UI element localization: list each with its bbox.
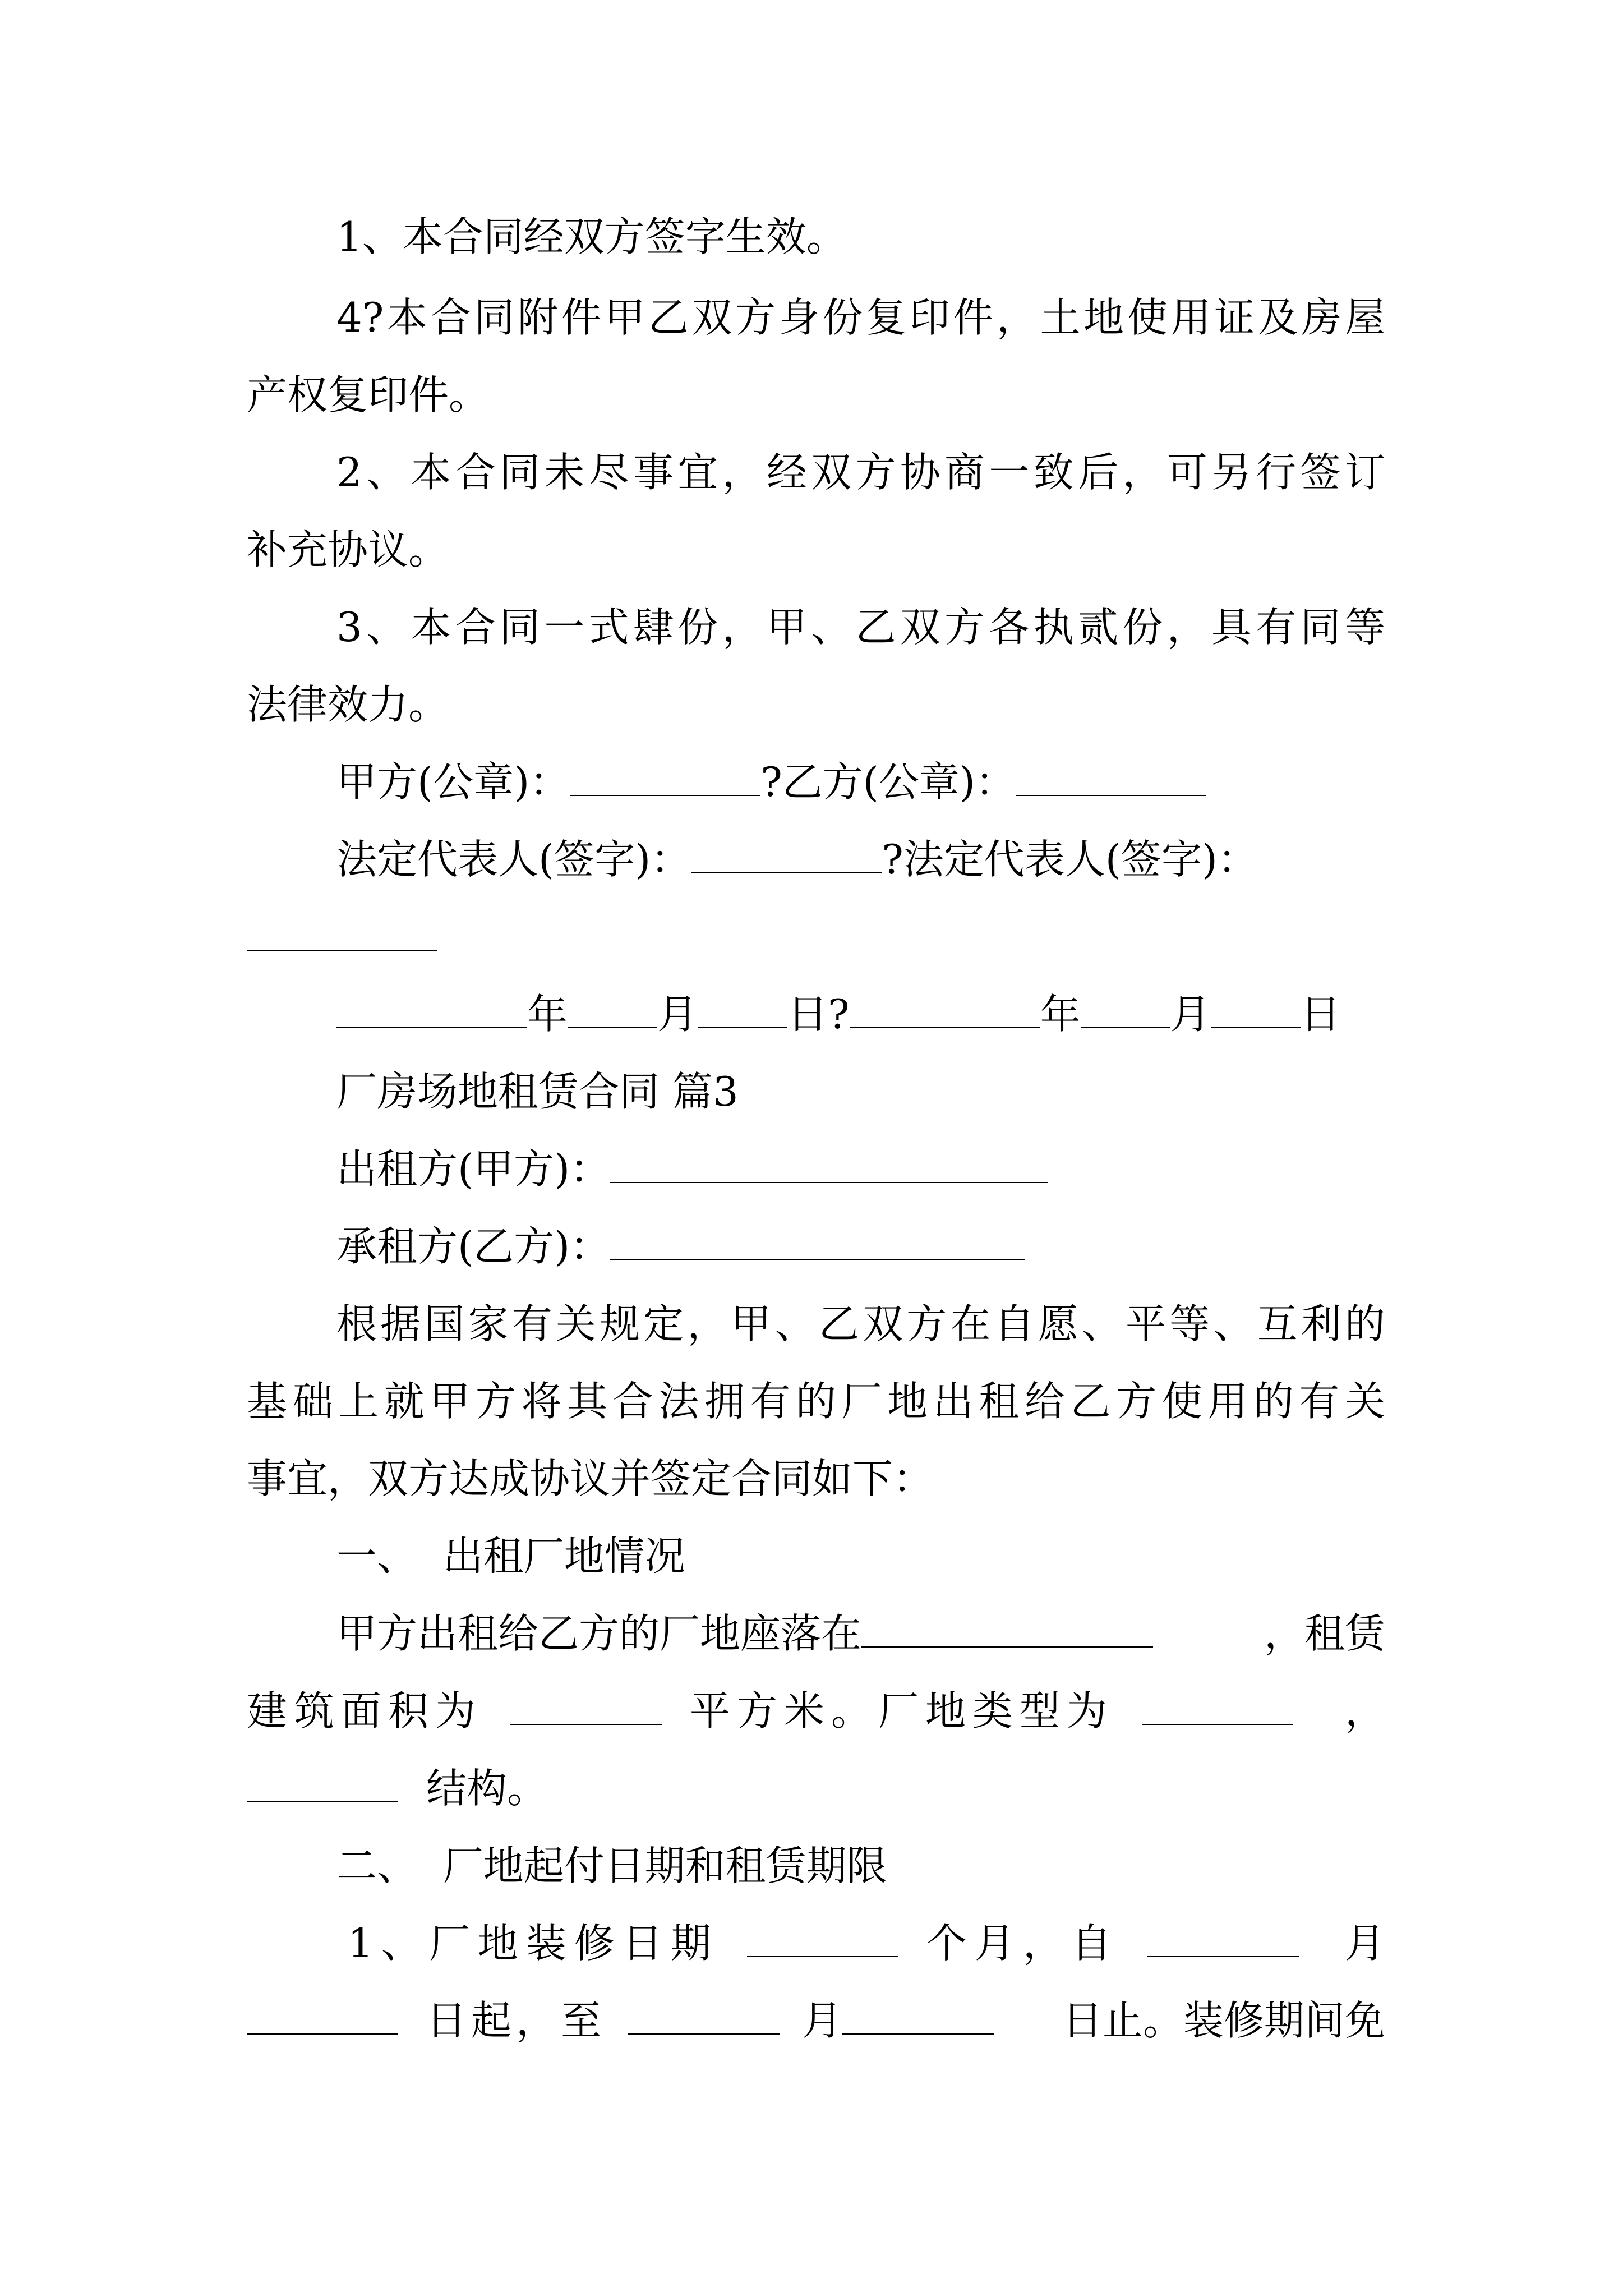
year-a-blank: [336, 995, 527, 1028]
premises-location-blank: [861, 1614, 1153, 1648]
premises-text-d: 平方米。厂地类型为: [690, 1687, 1114, 1734]
section-title: 厂房场地租赁合同 篇3: [336, 1068, 739, 1115]
day-a-label: 日?: [787, 991, 850, 1038]
renovation-months-blank: [747, 1924, 898, 1957]
intro-line-1: 根据国家有关规定，甲、乙双方在自愿、平等、互利的: [336, 1300, 1385, 1347]
dates-text-d: 日起，至: [426, 1997, 606, 2044]
clause-attachments: 4?本合同附件甲乙双方身份复印件，土地使用证及房屋: [336, 294, 1385, 341]
rep-b-blank: [247, 917, 437, 951]
clause-copies: 3、本合同一式肆份，甲、乙双方各执贰份，具有同等: [336, 604, 1385, 651]
dates-text-c: 月: [1344, 1920, 1385, 1967]
rep-a-blank: [691, 840, 882, 873]
heading-premises: 一、 出租厂地情况: [336, 1533, 685, 1580]
lessee-blank: [610, 1227, 1025, 1260]
clause-copies-cont: 法律效力。: [247, 681, 449, 728]
lessor-label: 出租方(甲方)：: [336, 1145, 611, 1193]
party-a-seal-blank: [570, 762, 760, 796]
premises-type-blank: [1142, 1691, 1293, 1725]
premises-text-b: ，租赁: [1264, 1610, 1385, 1657]
premises-text-f: 结构。: [426, 1765, 548, 1812]
end-month-blank: [628, 2001, 780, 2035]
intro-line-3: 事宜，双方达成协议并签定合同如下：: [247, 1455, 934, 1502]
date-line: [336, 991, 1341, 1038]
party-b-seal-blank: [1016, 762, 1206, 796]
year-b-label: 年: [1040, 991, 1081, 1038]
clause-attachments-cont: 产权复印件。: [247, 371, 490, 418]
premises-text-e: ，: [1344, 1687, 1385, 1734]
clause-effective: 1、本合同经双方签字生效。: [336, 213, 847, 260]
premises-area-blank: [510, 1691, 662, 1725]
month-a-label: 月: [657, 991, 698, 1038]
clause-supplement: 2、本合同未尽事宜，经双方协商一致后，可另行签订: [336, 449, 1385, 496]
end-day-blank: [842, 2001, 994, 2035]
day-a-blank: [698, 995, 787, 1028]
day-b-label: 日: [1300, 991, 1341, 1038]
premises-text-c: 建筑面积为: [247, 1687, 483, 1734]
seal-line: [336, 758, 1206, 806]
premises-text-a: 甲方出租给乙方的厂地座落在: [336, 1610, 862, 1657]
dates-text-f: 日止。装修期间免: [1062, 1997, 1385, 2044]
month-b-label: 月: [1170, 991, 1211, 1038]
rep-b-label: ?法定代表人(签字)：: [882, 836, 1258, 883]
day-b-blank: [1211, 995, 1301, 1028]
lessee-label: 承租方(乙方)：: [336, 1223, 611, 1270]
lessor-line: [336, 1145, 1048, 1193]
rep-b-blank-line: [247, 917, 437, 957]
month-a-blank: [568, 995, 657, 1028]
dates-line-1: [348, 1920, 1385, 1967]
heading-dates: 二、 厂地起付日期和租赁期限: [336, 1842, 887, 1889]
lessor-blank: [610, 1149, 1048, 1183]
party-b-seal-label: ?乙方(公章)：: [760, 758, 1016, 806]
premises-line-1: [336, 1610, 1385, 1657]
year-a-label: 年: [527, 991, 568, 1038]
premises-line-3: [247, 1765, 548, 1812]
party-a-seal-label: 甲方(公章)：: [336, 758, 570, 806]
dates-line-2: [247, 1997, 1385, 2044]
rep-a-label: 法定代表人(签字)：: [336, 836, 691, 883]
lessee-line: [336, 1223, 1025, 1270]
premises-structure-blank: [247, 1769, 398, 1802]
dates-text-e: 月: [802, 1997, 843, 2044]
clause-supplement-cont: 补充协议。: [247, 526, 449, 573]
start-day-blank: [247, 2001, 398, 2035]
dates-text-b: 个月，自: [926, 1920, 1119, 1967]
intro-line-2: 基础上就甲方将其合法拥有的厂地出租给乙方使用的有关: [247, 1378, 1385, 1425]
representative-line: [336, 836, 1258, 883]
year-b-blank: [850, 995, 1040, 1028]
premises-line-2: [247, 1687, 1385, 1734]
month-b-blank: [1081, 995, 1170, 1028]
start-month-blank: [1147, 1924, 1299, 1957]
dates-text-a: 1、厂地装修日期: [348, 1920, 719, 1967]
